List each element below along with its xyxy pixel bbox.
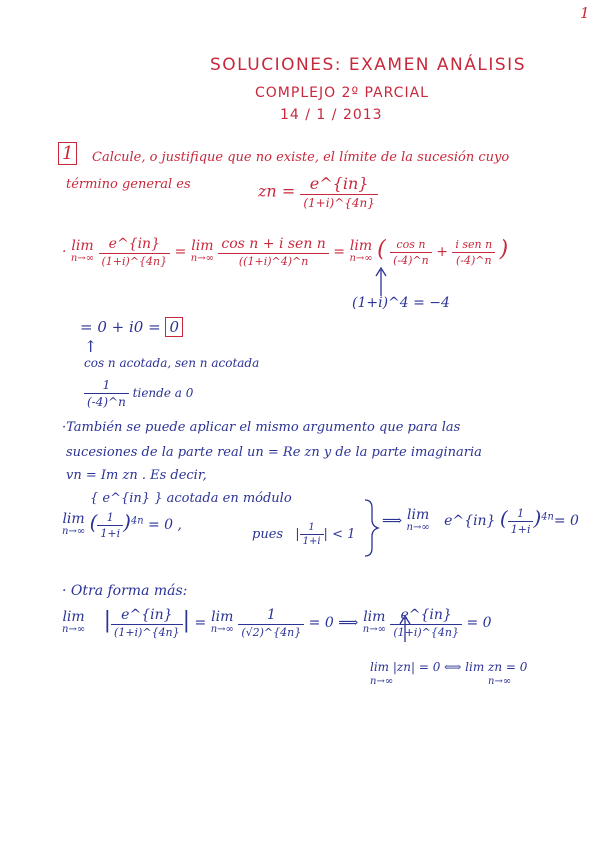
sol3-expression: lim n→∞ | $\frac{e\^{}\{in\}}{(1+i)\^{}\{4n\}}$ | = lim n→∞ $\frac{1}{(√2)\^{}\{4n\}}$ = 0 ⟹ lim n→∞ $\frac{e\^{}\{in\}}{(1+i)\^{}\{4n\}}$ = 0 bbox=[62, 607, 492, 639]
sol3-abs-num: e^{in} bbox=[111, 607, 183, 625]
sol3-bottom-note: lim |zn| = 0 ⟺ lim zn = 0 bbox=[370, 660, 528, 674]
sol1-lim-word: lim bbox=[71, 238, 94, 255]
sol1-frac2-num: cos n + i sen n bbox=[218, 236, 328, 254]
sol2-r-frac-den: 1+i bbox=[510, 522, 531, 536]
sol3-lim3 bbox=[363, 610, 386, 635]
sol2-limit-left bbox=[62, 510, 182, 540]
sol1-note-arrow bbox=[376, 268, 386, 296]
sol2-e-term: e^{in} bbox=[444, 513, 496, 529]
sol3-abs-frac bbox=[111, 607, 183, 639]
zn-lhs: zn = bbox=[258, 181, 296, 201]
sol2-frac bbox=[97, 511, 123, 540]
sol3-lim3-sub: n→∞ bbox=[362, 624, 386, 636]
sol1-note3-den: (-4)^n bbox=[87, 395, 126, 409]
sol2-line3: vn = Im zn . Es decir, bbox=[66, 468, 207, 483]
sol2-frac-den: 1+i bbox=[100, 526, 121, 540]
sol1-plus: + bbox=[436, 244, 448, 260]
problem-statement-line2: término general es bbox=[66, 177, 191, 192]
sol3-bottom-sub2: n→∞ bbox=[488, 676, 512, 687]
sol2-lim-right bbox=[407, 508, 430, 533]
zn-numerator: e^{in} bbox=[300, 174, 378, 195]
sol2-paren-open: ( bbox=[89, 510, 98, 534]
sol3-abs-den: (1+i)^{4n} bbox=[114, 626, 180, 639]
sol3-frac3-den: (1+i)^{4n} bbox=[393, 626, 459, 639]
sol3-implies: ⟹ bbox=[338, 615, 359, 631]
sol3-frac bbox=[238, 607, 304, 639]
sol3-lim1-sub: n→∞ bbox=[62, 624, 86, 636]
sol1-up-arrow: ↑ bbox=[84, 337, 98, 356]
sol2-r-frac-num: 1 bbox=[508, 507, 534, 522]
header-subtitle: COMPLEJO 2º PARCIAL bbox=[255, 85, 429, 101]
sol1-lim3-word: lim bbox=[349, 238, 373, 255]
header-title: SOLUCIONES: EXAMEN ANÁLISIS bbox=[210, 55, 526, 75]
sol1-bullet: · bbox=[62, 244, 67, 260]
sol1-frac3-den: (-4)^n bbox=[393, 253, 429, 267]
sol2-lt1: < 1 bbox=[332, 527, 356, 542]
sol3-lim1 bbox=[62, 610, 85, 635]
sol3-lim2-sub: n→∞ bbox=[210, 624, 234, 636]
sol1-result-box: 0 bbox=[165, 317, 183, 337]
sol1-frac1-num: e^{in} bbox=[99, 236, 171, 254]
sol3-lim2 bbox=[211, 610, 234, 635]
sol2-lim-right-word: lim bbox=[406, 507, 430, 524]
sol2-condition: pues | $\frac{1}{1+i}$ | < 1 bbox=[252, 522, 356, 547]
sol2-abs-den: 1+i bbox=[302, 536, 321, 547]
sol3-lim3-word: lim bbox=[363, 609, 386, 626]
sol2-r-paren-open: ( bbox=[499, 506, 508, 530]
sol2-exp: 4n bbox=[130, 515, 144, 527]
sol1-frac1-den: (1+i)^{4n} bbox=[101, 255, 168, 268]
sol2-implies: ⟹ bbox=[382, 513, 403, 529]
sol1-lim2-word: lim bbox=[191, 238, 214, 255]
sol1-lim3-sub: n→∞ bbox=[349, 253, 373, 265]
sol2-pues: pues bbox=[252, 527, 284, 542]
sol2-brace-text: { e^{in} } acotada en módulo bbox=[90, 491, 292, 506]
sol2-line2: sucesiones de la parte real un = Re zn y de la parte imaginaria bbox=[66, 445, 482, 460]
sol2-lim-right-sub: n→∞ bbox=[406, 522, 430, 534]
problem-statement-line1: Calcule, o justifique que no existe, el límite de la sucesión cuyo bbox=[92, 150, 510, 165]
sol1-note3-frac bbox=[84, 378, 129, 409]
sol1-eq1: = bbox=[174, 244, 187, 260]
sol3-eq0: = 0 bbox=[308, 615, 334, 631]
sol1-eq2: = bbox=[333, 244, 346, 260]
sol3-frac-num: 1 bbox=[238, 607, 304, 625]
sol1-lim2-sub: n→∞ bbox=[190, 253, 214, 265]
sol1-frac2-den: ((1+i)^4)^n bbox=[238, 255, 309, 268]
sol1-note2: cos n acotada, sen n acotada bbox=[84, 356, 260, 370]
sol2-r-exp: 4n bbox=[541, 511, 554, 523]
sol1-line2 bbox=[80, 318, 183, 336]
sol3-frac3-num: e^{in} bbox=[390, 607, 462, 625]
sol1-lim-sub: n→∞ bbox=[70, 253, 95, 265]
sol1-frac3-num: cos n bbox=[390, 238, 432, 253]
sol1-paren-close: ) bbox=[499, 237, 509, 262]
zn-denominator: (1+i)^{4n} bbox=[303, 196, 375, 210]
sol2-lim-left bbox=[62, 512, 85, 537]
header-date: 14 / 1 / 2013 bbox=[280, 107, 383, 123]
sol3-lim2-word: lim bbox=[211, 609, 234, 626]
sol1-note3 bbox=[84, 378, 193, 409]
sol2-r-frac bbox=[508, 507, 534, 536]
sol1-note3-num: 1 bbox=[84, 378, 129, 394]
sol3-title: · Otra forma más: bbox=[62, 583, 188, 599]
sol1-note: (1+i)^4 = −4 bbox=[352, 295, 450, 311]
sol1-frac4-den: (-4)^n bbox=[455, 253, 492, 267]
sol2-brace bbox=[365, 500, 378, 556]
sol3-eq: = bbox=[194, 615, 207, 631]
sol3-frac-den: (√2)^{4n} bbox=[241, 626, 302, 639]
sol1-paren-open: ( bbox=[377, 237, 386, 262]
sol2-eq0: = 0 , bbox=[147, 517, 182, 533]
sol3-bottom-sub1: n→∞ bbox=[370, 676, 394, 687]
sol3-eq3: = 0 bbox=[466, 615, 492, 631]
sol1-note3-text: tiende a 0 bbox=[132, 386, 194, 400]
page-number: 1 bbox=[580, 4, 590, 22]
sol2-line1: ·También se puede aplicar el mismo argumento que para las bbox=[62, 420, 461, 435]
sol3-lim1-word: lim bbox=[62, 609, 85, 626]
sol2-lim-left-word: lim bbox=[62, 511, 85, 528]
sol2-frac-num: 1 bbox=[97, 511, 123, 526]
sol3-frac3 bbox=[390, 607, 462, 639]
sol2-abs-num: 1 bbox=[300, 522, 324, 535]
sol2-lim-left-sub: n→∞ bbox=[62, 526, 86, 538]
sol2-r-paren-close: ) bbox=[533, 506, 542, 530]
sol2-limit-right bbox=[382, 506, 579, 536]
sol1-frac4-num: i sen n bbox=[452, 238, 495, 253]
sol2-r-eq: = 0 bbox=[553, 513, 579, 529]
problem-number-box: 1 bbox=[58, 142, 77, 165]
sol2-paren-close: ) bbox=[123, 510, 131, 534]
sol2-abs-frac bbox=[300, 522, 324, 547]
sol1-line2-text: = 0 + i0 = bbox=[80, 318, 161, 336]
